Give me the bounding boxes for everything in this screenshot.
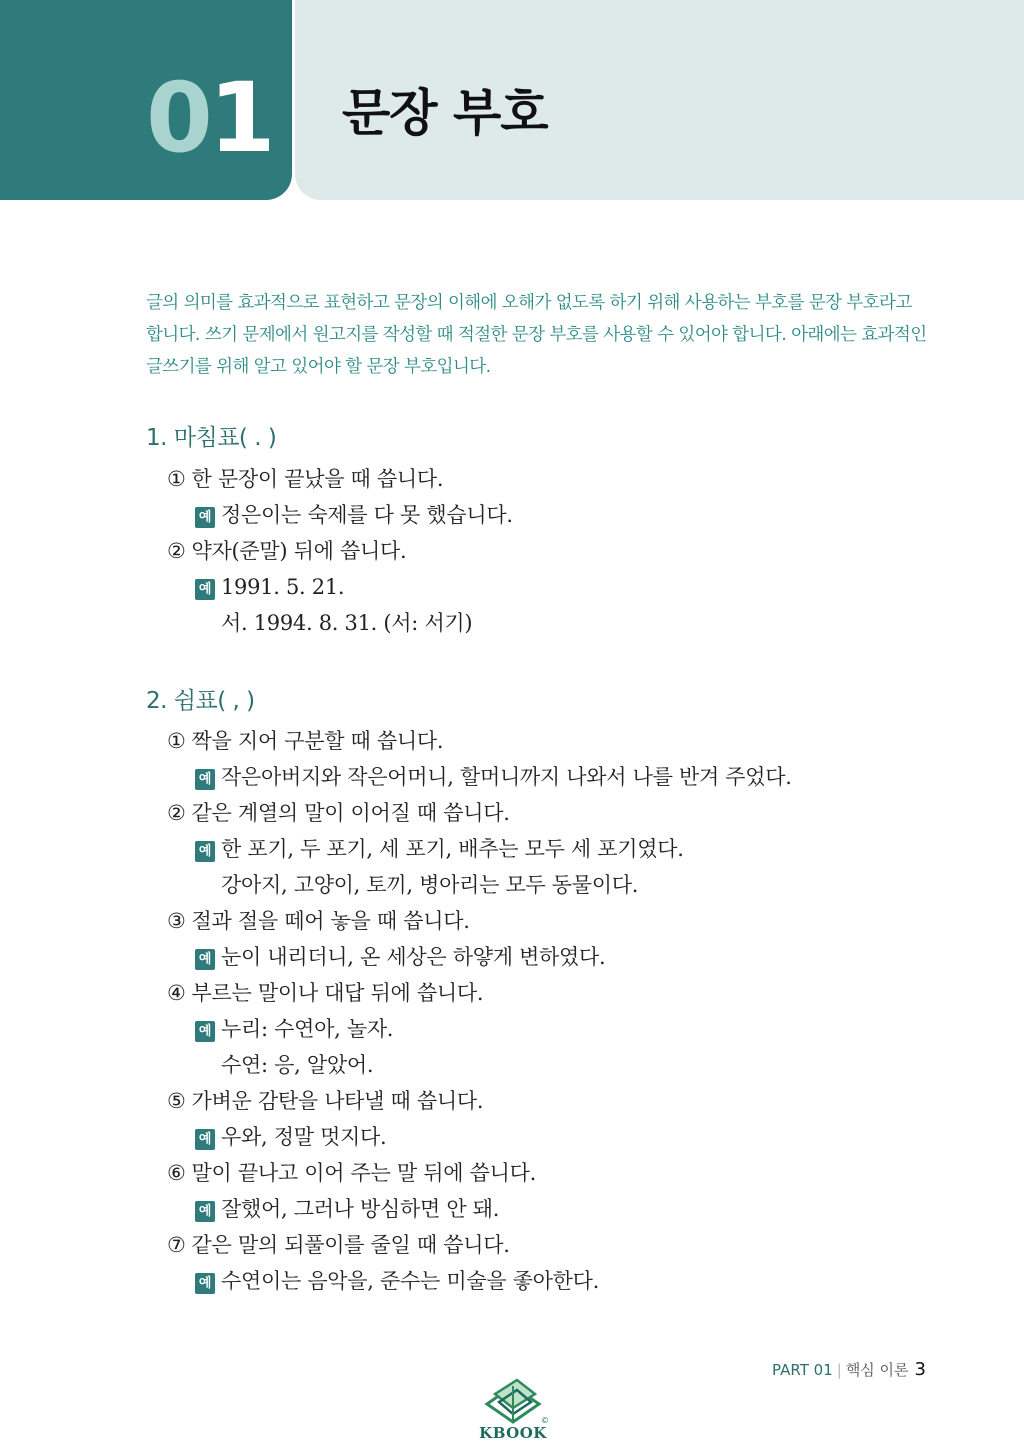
footer-section: 핵심 이론 — [845, 1361, 909, 1379]
rule-text: 한 문장이 끝났을 때 씁니다. — [191, 467, 444, 491]
rule-number: ⑤ — [167, 1089, 186, 1113]
rule-text: 말이 끝나고 이어 주는 말 뒤에 씁니다. — [191, 1161, 536, 1185]
intro-line: 합니다. 쓰기 문제에서 원고지를 작성할 때 적절한 문장 부호를 사용할 수 있어야 합니다. 아래에는 효과적인 — [146, 325, 927, 345]
example-text: 누리: 수연아, 놀자. — [221, 1017, 394, 1041]
rule-number: ② — [167, 539, 186, 563]
example-badge: 예 — [195, 841, 215, 862]
rule-number: ① — [167, 467, 186, 491]
rule-line — [167, 980, 483, 1006]
rule-line — [167, 466, 443, 492]
example-text: 잘했어, 그러나 방심하면 안 돼. — [221, 1197, 500, 1221]
example-text: 눈이 내리더니, 온 세상은 하얗게 변하였다. — [221, 945, 606, 969]
example-line — [195, 944, 605, 970]
example-line — [195, 1124, 386, 1150]
example-continuation: 수연: 응, 알았어. — [221, 1053, 374, 1077]
example-text: 작은아버지와 작은어머니, 할머니까지 나와서 나를 반겨 주었다. — [221, 765, 792, 789]
rule-line — [167, 1088, 483, 1114]
rule-line — [167, 728, 443, 754]
footer-part: PART 01 — [772, 1361, 833, 1379]
rule-line — [167, 538, 406, 564]
example-text: 1991. 5. 21. — [221, 575, 345, 599]
example-badge: 예 — [195, 579, 215, 600]
rule-number: ⑥ — [167, 1161, 186, 1185]
example-badge: 예 — [195, 1021, 215, 1042]
rule-text: 가벼운 감탄을 나타낼 때 씁니다. — [191, 1089, 484, 1113]
intro-line: 글의 의미를 효과적으로 표현하고 문장의 이해에 오해가 없도록 하기 위해 사용하는 부호를 문장 부호라고 — [146, 293, 912, 313]
rule-line — [167, 800, 510, 826]
book-stack-icon — [477, 1376, 549, 1426]
rule-text: 같은 계열의 말이 이어질 때 씁니다. — [191, 801, 510, 825]
page-number: 3 — [914, 1359, 926, 1380]
intro-paragraph — [146, 287, 946, 383]
rule-number: ① — [167, 729, 186, 753]
example-continuation: 강아지, 고양이, 토끼, 병아리는 모두 동물이다. — [221, 873, 639, 897]
example-text: 정은이는 숙제를 다 못 했습니다. — [221, 503, 513, 527]
example-badge: 예 — [195, 769, 215, 790]
example-line — [195, 1268, 599, 1294]
section-heading-period: 1. 마침표( . ) — [146, 425, 277, 451]
example-line — [195, 502, 513, 528]
example-text: 수연이는 음악을, 준수는 미술을 좋아한다. — [221, 1269, 600, 1293]
rule-line — [167, 908, 470, 934]
intro-line: 글쓰기를 위해 알고 있어야 할 문장 부호입니다. — [146, 357, 491, 377]
rule-number: ⑦ — [167, 1233, 186, 1257]
chapter-number-first-digit: 0 — [146, 62, 209, 174]
logo-wordmark: KBOOK — [479, 1424, 547, 1442]
rule-text: 부르는 말이나 대답 뒤에 씁니다. — [191, 981, 484, 1005]
example-continuation: 서. 1994. 8. 31. (서: 서기) — [221, 611, 473, 635]
example-line — [195, 574, 344, 600]
rule-number: ② — [167, 801, 186, 825]
example-text: 우와, 정말 멋지다. — [221, 1125, 387, 1149]
rule-text: 짝을 지어 구분할 때 씁니다. — [191, 729, 444, 753]
rule-text: 같은 말의 되풀이를 줄일 때 씁니다. — [191, 1233, 510, 1257]
example-text: 한 포기, 두 포기, 세 포기, 배추는 모두 세 포기였다. — [221, 837, 684, 861]
copyright-mark: © — [541, 1416, 549, 1425]
rule-text: 절과 절을 떼어 놓을 때 씁니다. — [191, 909, 470, 933]
rule-number: ③ — [167, 909, 186, 933]
page-footer — [772, 1359, 926, 1380]
example-line — [195, 1196, 499, 1222]
chapter-number-second-digit: 1 — [208, 62, 272, 174]
example-line — [195, 1016, 393, 1042]
chapter-number — [146, 62, 272, 174]
rule-text: 약자(준말) 뒤에 씁니다. — [191, 539, 407, 563]
example-line — [195, 764, 792, 790]
example-badge: 예 — [195, 507, 215, 528]
publisher-logo — [477, 1376, 549, 1444]
rule-number: ④ — [167, 981, 186, 1005]
rule-line — [167, 1232, 510, 1258]
section-heading-comma: 2. 쉼표( , ) — [146, 688, 255, 714]
example-badge: 예 — [195, 1273, 215, 1294]
example-badge: 예 — [195, 1129, 215, 1150]
footer-separator: | — [836, 1361, 842, 1379]
chapter-title: 문장 부호 — [342, 84, 548, 142]
rule-line — [167, 1160, 536, 1186]
example-line — [195, 836, 684, 862]
example-badge: 예 — [195, 1201, 215, 1222]
example-badge: 예 — [195, 949, 215, 970]
